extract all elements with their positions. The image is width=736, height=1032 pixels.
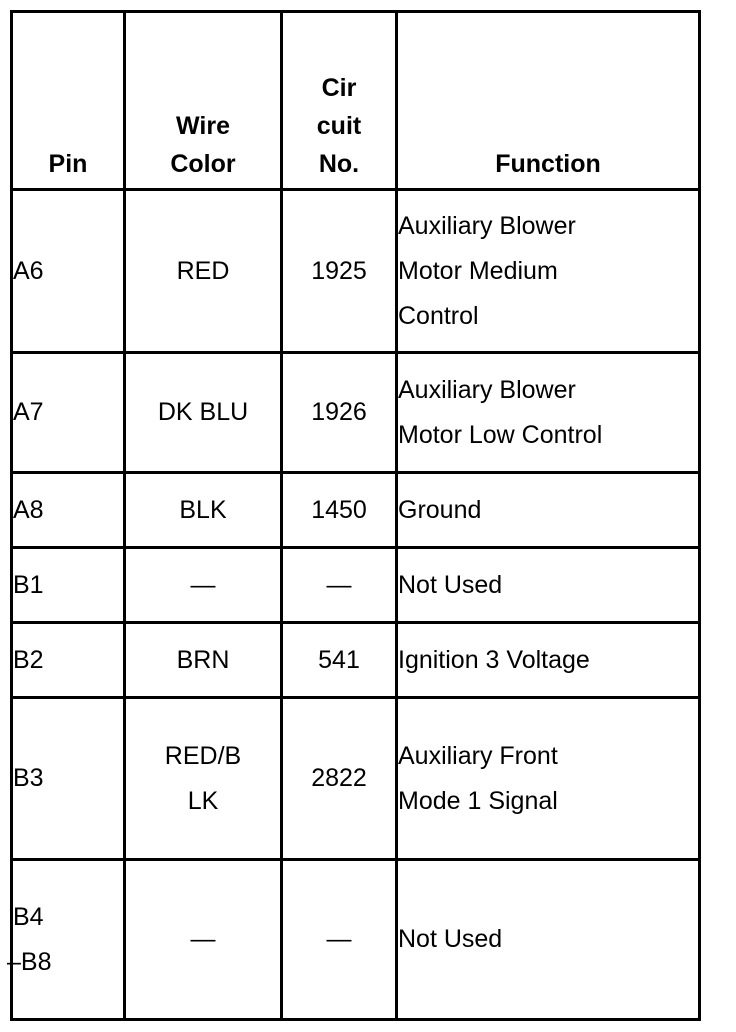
wire-color-value: DK BLU [157, 398, 249, 426]
circuit-cell [282, 548, 397, 623]
table-header-row [12, 12, 700, 190]
pin-value: A6 [13, 256, 44, 285]
function-line: Not Used [398, 570, 503, 599]
header-wire-color [125, 12, 282, 190]
function-line: Motor Low Control [398, 420, 603, 449]
function-cell [397, 548, 700, 623]
table-row [12, 698, 700, 860]
header-pin-label: Pin [48, 150, 88, 178]
wire-color-value: — [190, 925, 216, 953]
header-wire-color-line: Color [170, 150, 236, 178]
table-row [12, 548, 700, 623]
circuit-value: — [326, 570, 352, 599]
function-cell [397, 698, 700, 860]
function-line: Mode 1 Signal [398, 786, 558, 815]
pin-cell [12, 473, 125, 548]
circuit-value: 2822 [311, 764, 367, 792]
circuit-cell [282, 473, 397, 548]
wire-color-value: RED [176, 256, 230, 285]
pin-value: A7 [13, 398, 44, 426]
circuit-cell [282, 860, 397, 1020]
circuit-cell [282, 353, 397, 473]
wire-color-cell [125, 860, 282, 1020]
circuit-cell [282, 190, 397, 353]
circuit-value: 541 [318, 645, 360, 674]
pin-value: B4 [13, 902, 44, 931]
wire-color-value: — [190, 570, 216, 599]
wire-color-value: BRN [176, 645, 230, 674]
pin-cell [12, 548, 125, 623]
function-line: Ground [398, 495, 482, 524]
table-row [12, 623, 700, 698]
pin-value: B3 [13, 764, 44, 792]
pin-cell [12, 190, 125, 353]
wire-color-cell [125, 473, 282, 548]
circuit-value: 1450 [311, 495, 367, 524]
pin-value: –B8 [7, 947, 52, 976]
function-cell [397, 353, 700, 473]
header-function-label: Function [495, 150, 601, 178]
function-line: Ignition 3 Voltage [398, 645, 590, 674]
wire-color-cell [125, 190, 282, 353]
function-cell [397, 860, 700, 1020]
function-line: Auxiliary Blower [398, 375, 576, 404]
circuit-cell [282, 623, 397, 698]
header-circuit-no [282, 12, 397, 190]
function-line: Auxiliary Blower [398, 211, 576, 240]
header-circuit-no-line: No. [318, 150, 360, 178]
circuit-value: 1925 [311, 256, 367, 285]
pin-cell [7, 860, 125, 1020]
wire-color-value: LK [187, 786, 219, 815]
table-row [12, 190, 700, 353]
wire-color-cell [125, 353, 282, 473]
function-cell [397, 190, 700, 353]
wire-color-cell [125, 548, 282, 623]
function-line: Control [398, 301, 479, 330]
wire-color-value: BLK [179, 495, 227, 524]
pin-value: B2 [13, 645, 44, 674]
header-wire-color-line: Wire [176, 112, 230, 140]
header-circuit-no-line: cuit [316, 112, 362, 140]
table-row [12, 353, 700, 473]
wire-color-value: RED/B [164, 741, 242, 770]
pin-cell [12, 698, 125, 860]
wire-color-cell [125, 623, 282, 698]
function-line: Auxiliary Front [398, 741, 558, 770]
wire-color-cell [125, 698, 282, 860]
pin-cell [12, 353, 125, 473]
circuit-cell [282, 698, 397, 860]
circuit-value: 1926 [311, 398, 367, 426]
function-cell [397, 623, 700, 698]
table-row [12, 860, 700, 1020]
header-circuit-no-line: Cir [321, 74, 357, 102]
function-line: Motor Medium [398, 256, 558, 285]
header-function [397, 12, 700, 190]
table-row [12, 473, 700, 548]
pin-value: A8 [13, 495, 44, 524]
function-cell [397, 473, 700, 548]
pin-value: B1 [13, 570, 44, 599]
pin-table [7, 10, 701, 1021]
function-line: Not Used [398, 925, 503, 953]
header-pin [12, 12, 125, 190]
pin-cell [12, 623, 125, 698]
circuit-value: — [326, 925, 352, 953]
